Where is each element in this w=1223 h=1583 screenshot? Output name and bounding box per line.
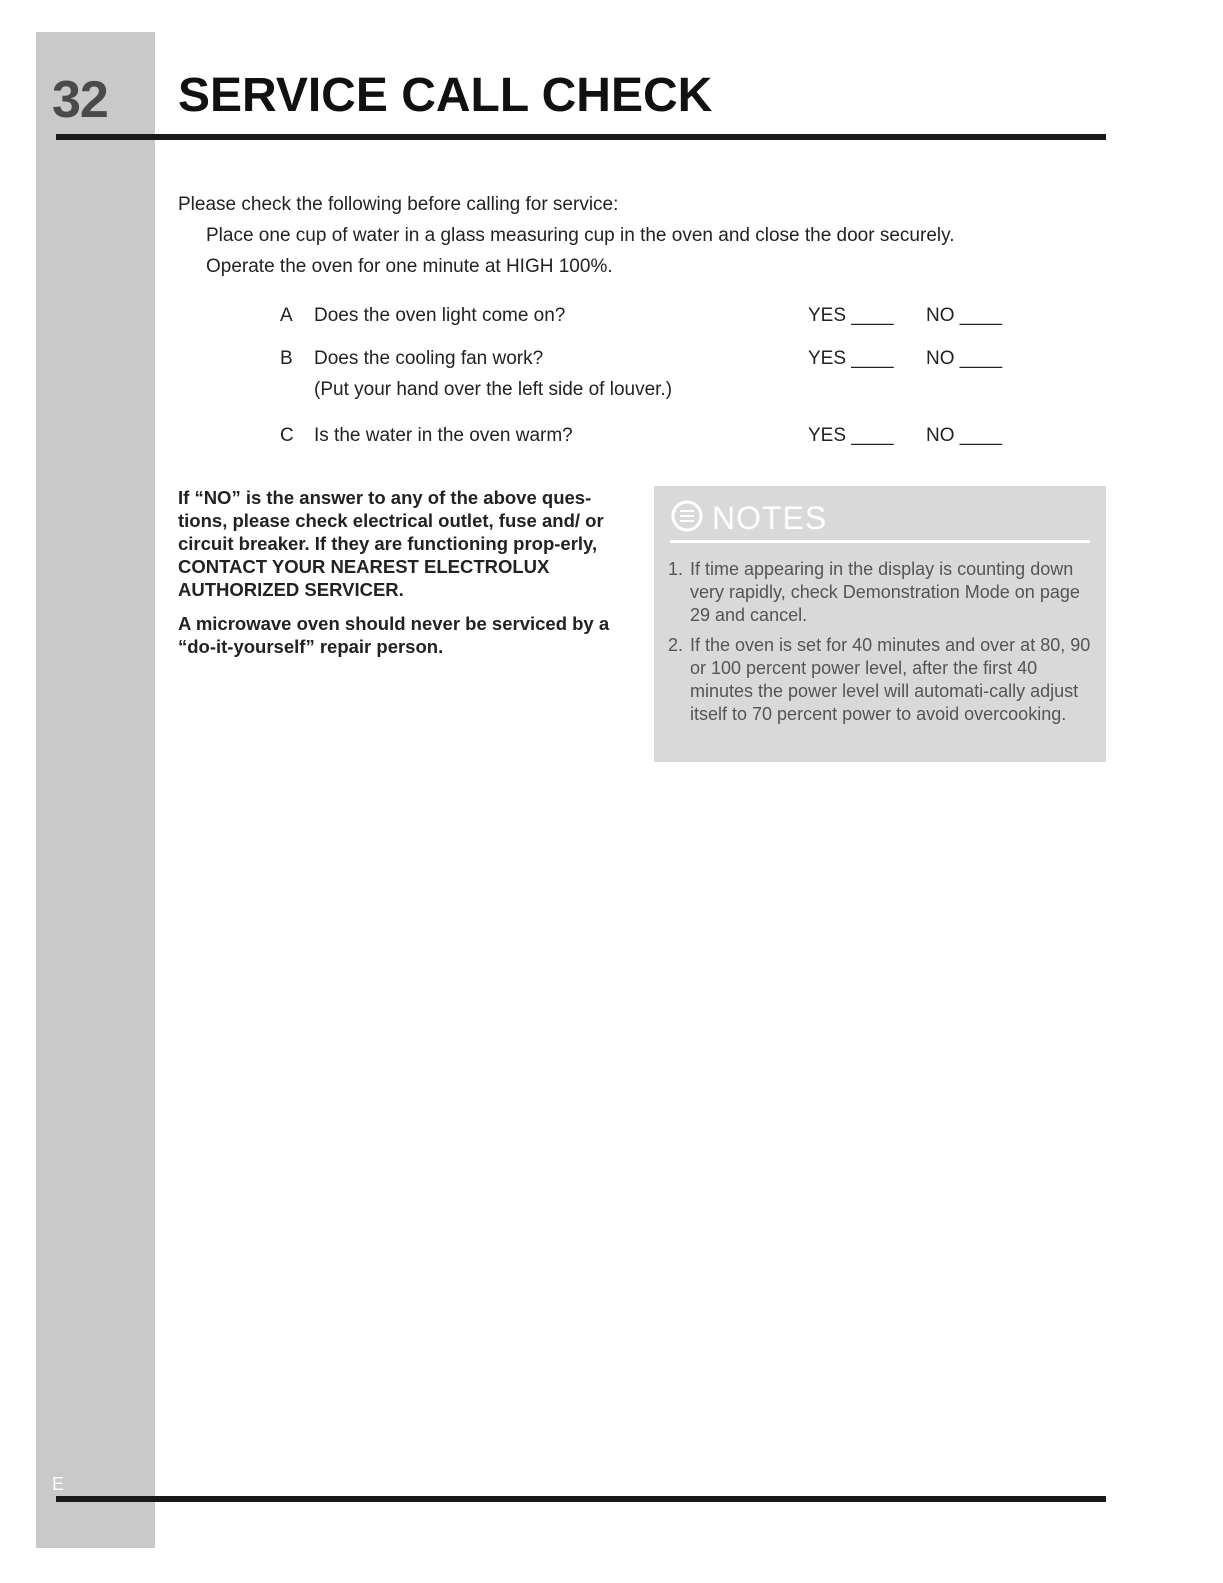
- check-a-no: NO ____: [926, 305, 1003, 326]
- note-1-number: 1.: [668, 559, 684, 579]
- intro-step-1: Place one cup of water in a glass measuring cup in the oven and close the door securely.: [206, 225, 955, 246]
- notes-icon: [670, 499, 704, 538]
- check-a-letter: A: [280, 305, 293, 326]
- check-b-question: Does the cooling fan work?: [314, 348, 544, 369]
- check-a-question: Does the oven light come on?: [314, 305, 566, 326]
- check-c-question: Is the water in the oven warm?: [314, 425, 573, 446]
- notes-title: NOTES: [712, 499, 828, 536]
- page-title: SERVICE CALL CHECK: [178, 69, 713, 122]
- check-c-yes: YES ____: [808, 425, 894, 446]
- note-item-2: [668, 634, 1092, 726]
- warning-paragraph-1: If “NO” is the answer to any of the above ques-tions, please check electrical outlet, fuse and/ or circuit breaker. If they are functioning prop-erly, CONTACT YOUR NEAREST ELECTROLUX AUTHORIZED SERVICER.: [178, 487, 604, 600]
- note-1-text: If time appearing in the display is counting down very rapidly, check Demonstration Mode on page 29 and cancel.: [690, 559, 1080, 625]
- note-item-1: [668, 558, 1092, 627]
- check-c-no: NO ____: [926, 425, 1003, 446]
- notes-box: [654, 486, 1106, 762]
- page-number: 32: [52, 71, 108, 129]
- sidebar-band: [36, 32, 155, 1548]
- warning-paragraph-2: A microwave oven should never be serviced by a “do-it-yourself” repair person.: [178, 613, 610, 657]
- intro-step-2: Operate the oven for one minute at HIGH 100%.: [206, 256, 613, 277]
- top-rule: [56, 134, 1106, 140]
- bottom-rule: [56, 1496, 1106, 1502]
- check-b-yes: YES ____: [808, 348, 894, 369]
- notes-rule: [670, 540, 1090, 543]
- note-2-number: 2.: [668, 635, 684, 655]
- note-2-text: If the oven is set for 40 minutes and over at 80, 90 or 100 percent power level, after the first 40 minutes the power level will automati-cally adjust itself to 70 percent power to avoid overcooking.: [690, 635, 1091, 724]
- check-b-letter: B: [280, 348, 293, 369]
- check-b-sub: (Put your hand over the left side of louver.): [314, 379, 673, 400]
- notes-header: [670, 498, 827, 538]
- check-a-yes: YES ____: [808, 305, 894, 326]
- check-c-letter: C: [280, 425, 294, 446]
- check-b-no: NO ____: [926, 348, 1003, 369]
- language-tab: E: [52, 1474, 65, 1494]
- intro-lead: Please check the following before calling for service:: [178, 194, 619, 215]
